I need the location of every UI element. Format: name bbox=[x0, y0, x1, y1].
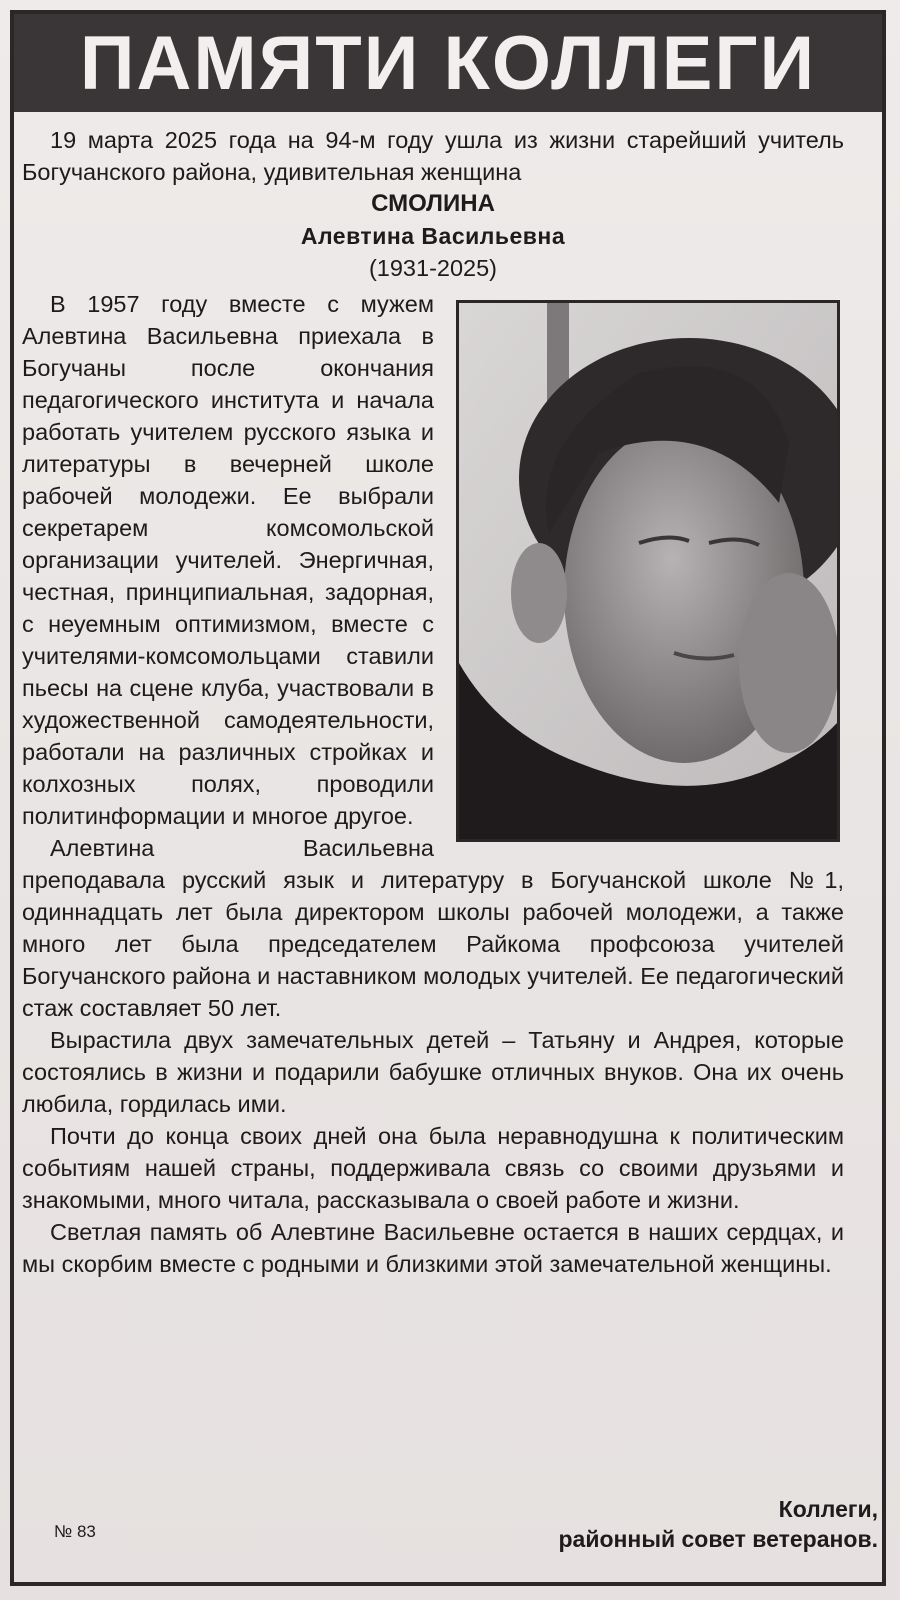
paragraph-3: Вырастила двух замечательных детей – Татьяну и Андрея, которые состоялись в жизни и подарили бабушке отличных внуков. Она их очень любила, гордилась ими. bbox=[22, 1027, 844, 1117]
portrait-photo bbox=[456, 300, 840, 842]
paragraph-5: Светлая память об Алевтине Васильевне остается в наших сердцах, и мы скорбим вместе с родными и близкими этой замечательной женщины. bbox=[22, 1219, 844, 1277]
paragraph-4: Почти до конца своих дней она была неравнодушна к политическим событиям нашей страны, поддерживала связь со своими друзьями и знакомыми, много читала, рассказывала о своей работе и жизни. bbox=[22, 1123, 844, 1213]
paragraph-1: В 1957 году вместе с мужем Алевтина Васильевна приехала в Богучаны после окончания педагогического института и начала работать учителем русского языка и литературы в вечерней школе рабочей молодежи. Ее выбрали секретарем комсомольской организации учителей. Энергичная, честная, принципиальная, задорная, с неуемным оптимизмом, вместе с учителями-комсомольцами ставили пьесы на сцене клуба, участвовали в художественной самодеятельности, работали на различных стройках и колхозных полях, проводили политинформации и многое другое. bbox=[22, 291, 434, 829]
portrait-image bbox=[459, 303, 837, 839]
signature bbox=[559, 1494, 879, 1554]
paragraph-2: Алевтина Васильевна преподавала русский язык и литературу в Богучанской школе №1, одиннадцать лет была директором школы рабочей молодежи, а также много лет была председателем Райкома профсоюза учителей Богучанского района и наставником молодых учителей. Ее педагогический стаж составляет 50 лет. bbox=[22, 835, 844, 1021]
signature-line-2: районный совет ветеранов. bbox=[558, 1526, 878, 1552]
intro-text: 19 марта 2025 года на 94-м году ушла из жизни старейший учитель Богучанского района, удивительная женщина bbox=[22, 127, 844, 185]
signature-line-1: Коллеги, bbox=[778, 1496, 878, 1522]
person-surname: СМОЛИНА bbox=[371, 190, 495, 217]
issue-number: № 83 bbox=[54, 1522, 96, 1541]
person-years: (1931-2025) bbox=[368, 255, 498, 281]
person-name: Алевтина Васильевна bbox=[300, 223, 566, 249]
article-body bbox=[22, 124, 844, 1280]
page-title: ПАМЯТИ КОЛЛЕГИ bbox=[14, 14, 882, 112]
